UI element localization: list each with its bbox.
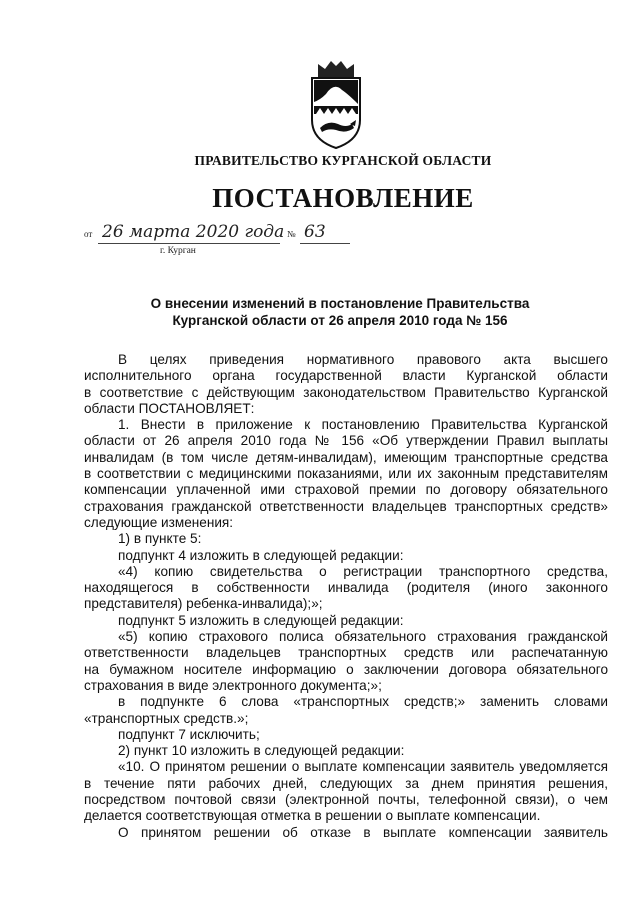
handwritten-number: 63 (304, 222, 326, 242)
body-line: страхования гражданской ответственности владельцев транспортных средств» (84, 498, 608, 514)
body-line: компенсации уплаченной ими страховой премии по договору обязательного (84, 482, 608, 498)
body-line: представителя) ребенка-инвалида);»; (84, 596, 323, 612)
document-body (84, 352, 608, 841)
coat-of-arms-icon (304, 58, 368, 150)
body-line: исполнительного органа государственной власти Курганской области (84, 368, 608, 384)
body-line: подпункт 4 изложить в следующей редакции: (118, 547, 404, 563)
document-title (110, 295, 570, 329)
government-name: ПРАВИТЕЛЬСТВО КУРГАНСКОЙ ОБЛАСТИ (194, 153, 492, 168)
body-line: «10. О принятом решении о выплате компенсации заявитель уведомляется (118, 759, 608, 775)
title-line: Курганской области от 26 апреля 2010 года № 156 (172, 313, 508, 328)
body-line: в соответствие с действующим законодательством Правительство Курганской (84, 384, 608, 400)
date-line (84, 221, 384, 261)
body-line: посредством почтовой связи (электронной почты, телефонной связи), о чем (84, 792, 608, 808)
body-line: подпункт 7 исключить; (118, 726, 260, 742)
body-line: области от 26 апреля 2010 года № 156 «Об утверждении Правил выплаты (84, 433, 608, 449)
body-line: области ПОСТАНОВЛЯЕТ: (84, 400, 255, 416)
body-line: 2) пункт 10 изложить в следующей редакции: (118, 743, 405, 759)
city-label: г. Курган (160, 246, 196, 256)
body-line: на бумажном носителе информацию о заключении договора обязательного (84, 661, 608, 677)
handwritten-date: 26 марта 2020 года (102, 222, 285, 242)
body-line: О принятом решении об отказе в выплате компенсации заявитель (118, 824, 608, 840)
date-prefix-label: от (84, 229, 93, 239)
body-line: «4) копию свидетельства о регистрации транспортного средства, (118, 563, 608, 579)
body-line: делается соответствующая отметка в решении о выплате компенсации. (84, 808, 541, 824)
body-line: в течение пяти рабочих дней, следующих за днем принятия решения, (84, 775, 608, 791)
document-type: ПОСТАНОВЛЕНИЕ (212, 183, 474, 213)
body-line: «5) копию страхового полиса обязательного страхования гражданской (118, 629, 608, 645)
body-line: В целях приведения нормативного правового акта высшего (118, 352, 608, 367)
body-line: подпункт 5 изложить в следующей редакции: (118, 612, 404, 628)
body-line: находящегося в собственности инвалида (родителя (иного законного (84, 580, 608, 596)
body-line: 1. Внести в приложение к постановлению Правительства Курганской (118, 417, 608, 433)
body-line: ответственности владельцев транспортных средств или распечатанную (84, 645, 608, 661)
body-line: «транспортных средств.»; (84, 710, 249, 726)
body-line: 1) в пункте 5: (118, 531, 202, 547)
title-line: О внесении изменений в постановление Правительства (150, 296, 530, 311)
body-line: страхования в виде электронного документа;»; (84, 677, 382, 693)
body-line: следующие изменения: (84, 514, 234, 530)
number-label: № (287, 229, 296, 239)
body-line: в подпункте 6 слова «транспортных средств;» заменить словами (118, 694, 608, 710)
body-line: в соответствии с медицинскими показаниями, или их законным представителям (84, 466, 608, 482)
body-line: инвалидам (в том числе детям-инвалидам), имеющим транспортные средства (84, 449, 608, 465)
